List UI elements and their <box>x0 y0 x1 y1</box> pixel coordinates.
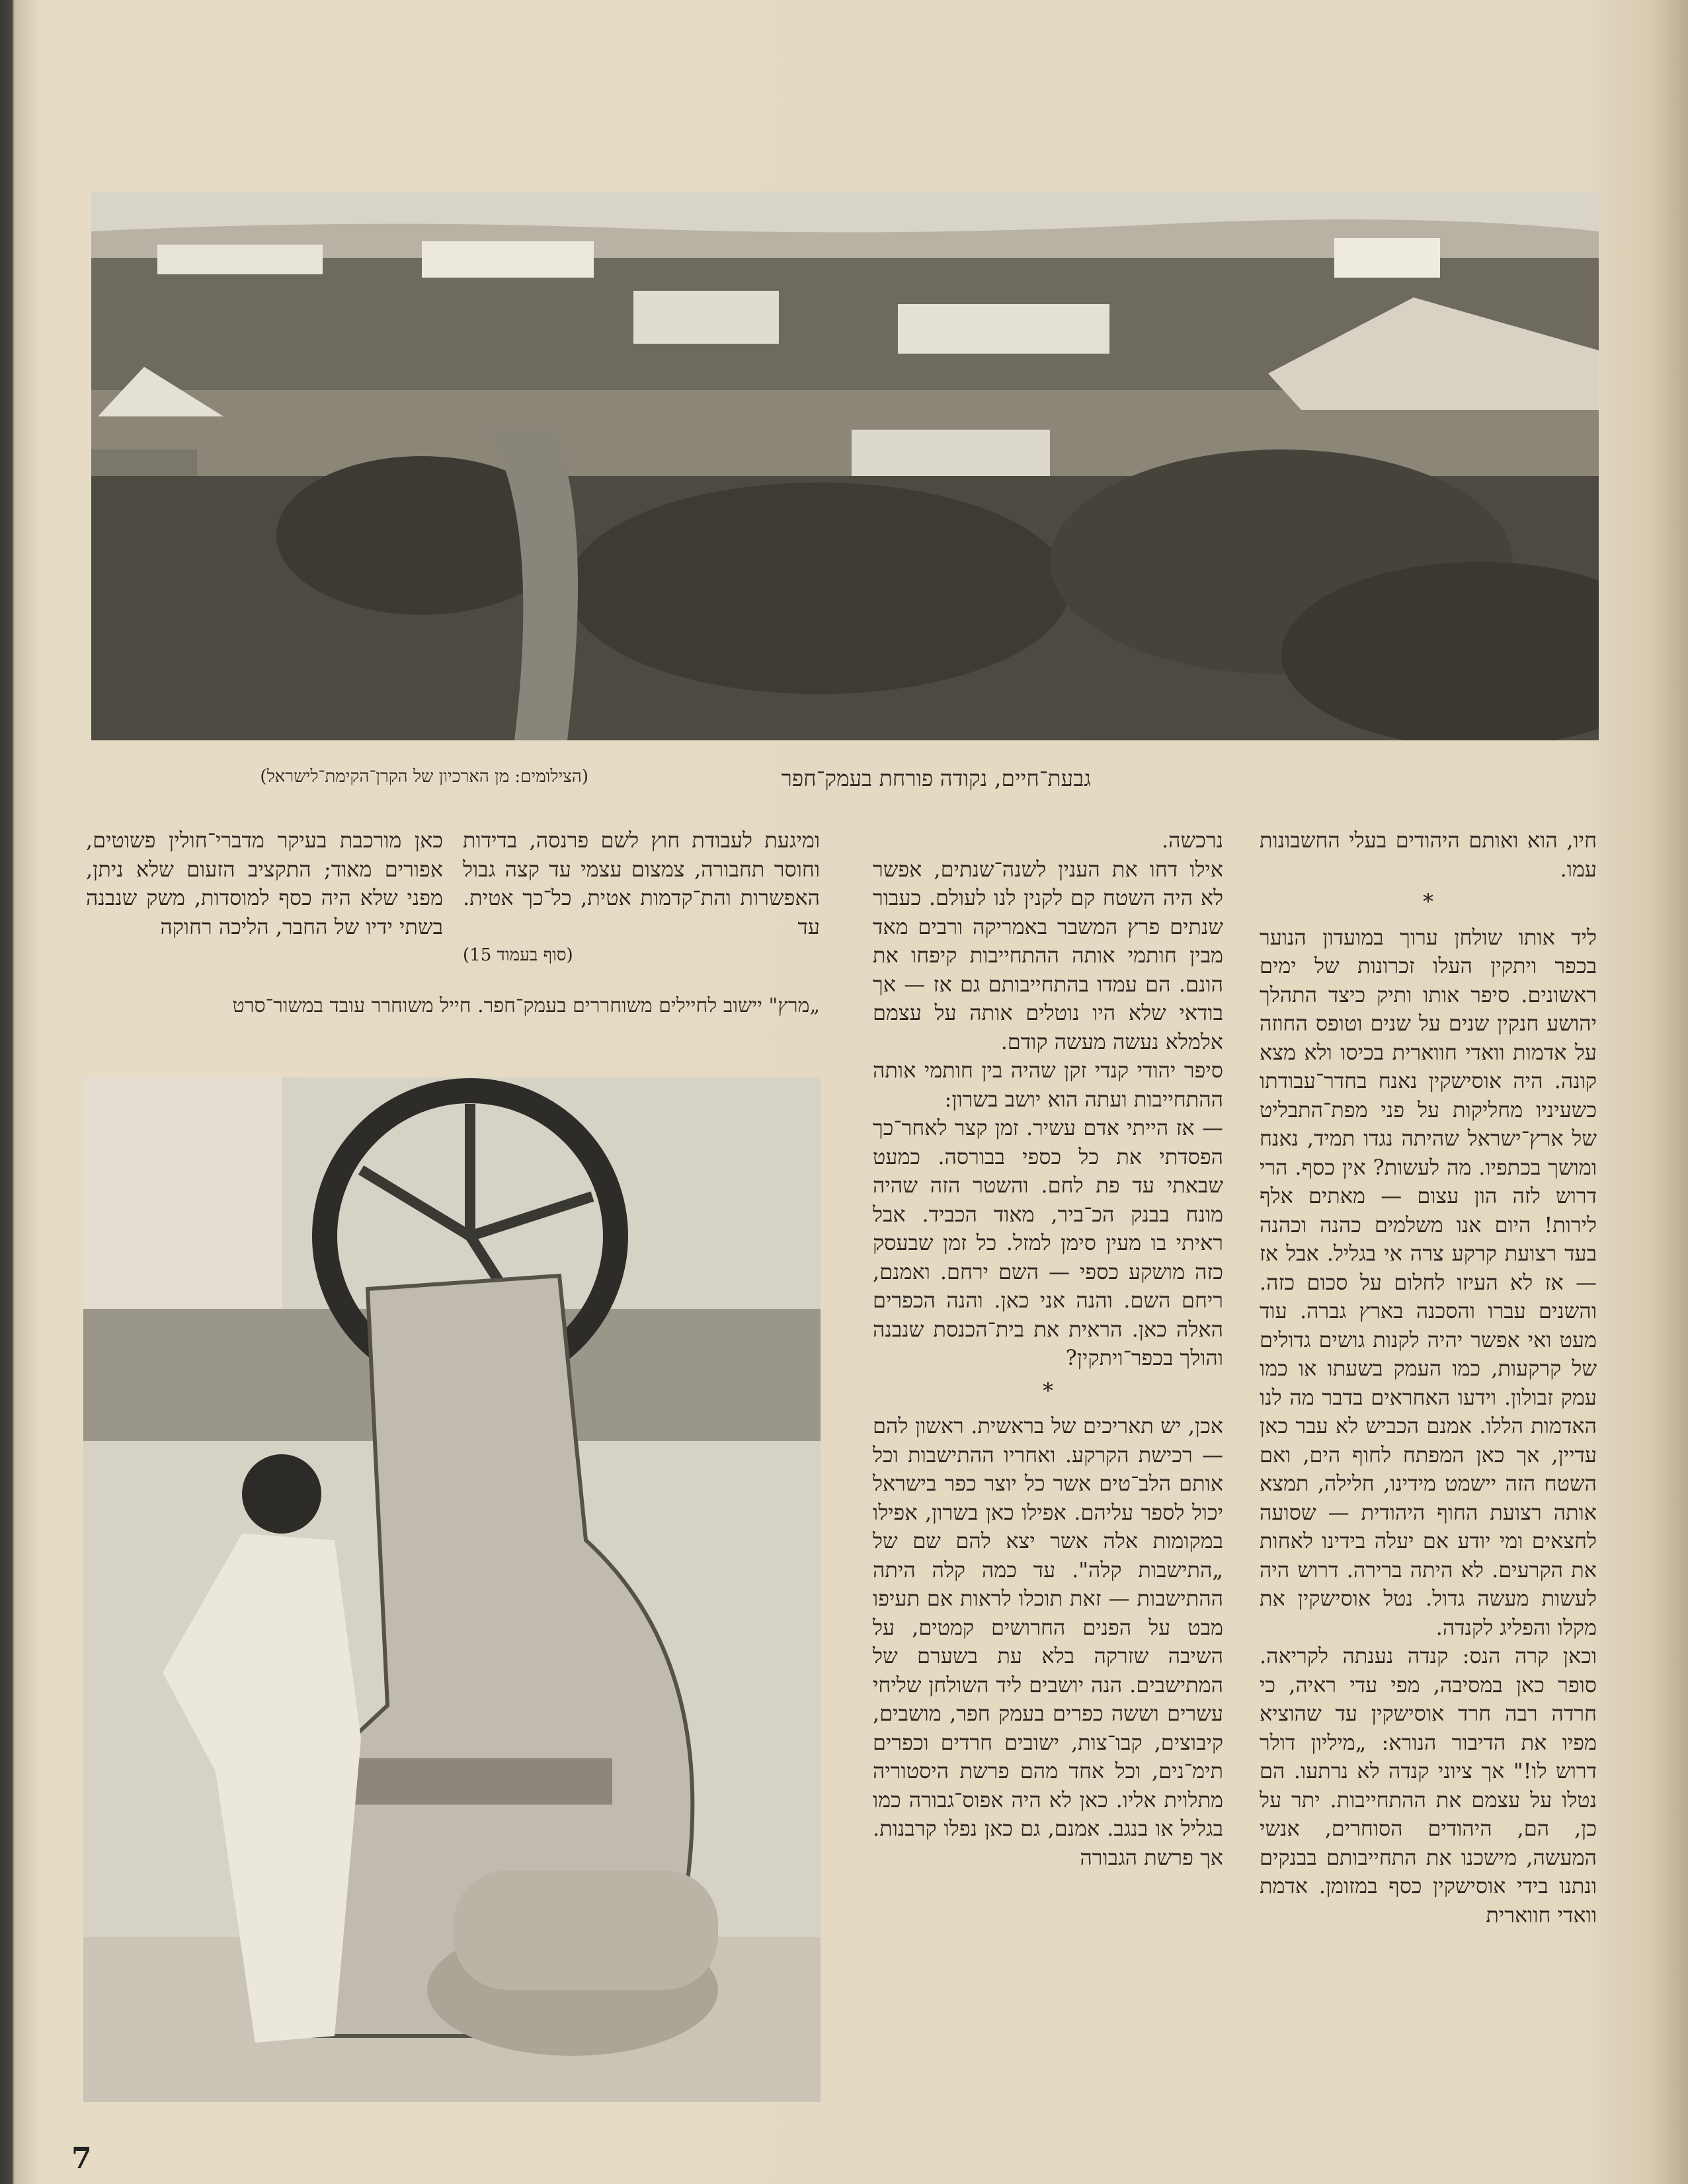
paragraph: כאן מורכבת בעיקר מדברי־חולין פשוטים, אפורים מאוד; התקציב הזעום שלא ניתן, מפני שלא היה כסף למוסדות, משק שנבנה בשתי ידיו של החבר, הליכה רחוקה <box>86 828 443 939</box>
band-saw-worker-photo <box>83 1077 821 2102</box>
top-photo-caption: גבעת־חיים, נקודה פורחת בעמק־חפר <box>781 765 1091 791</box>
paragraph: סיפר יהודי קנדי זקן שהיה בין חותמי אותה ההתחייבות ועתה הוא יושב בשרון: <box>873 1058 1223 1112</box>
paragraph: אכן, יש תאריכים של בראשית. ראשון להם — רכישת הקרקע. ואחריו ההתישבות וכל אותם הלב־טים אשר כל יוצר כפר בישראל יכול לספר עליהם. אפילו כאן בשרון, אפילו במקומות אלה אשר יצא להם שם של „התישבות קלה". עד כמה קלה היתה ההתישבות — זאת תוכלו לראות אם תעיפו מבט על הפנים החרושים קמטים, על השיבה שזרקה בלא עת בשערם של המתישבים. הנה יושבים ליד השולחן שליחי עשרים וששה כפרים בעמק חפר, מושבים, קיבוצים, קבו־צות, ישובים חרדים וכפרים תימ־נים, וכל אחד מהם פרשת היסטוריה מתלוית אליו. כאן לא היה אפוס־גבורה כמו בגליל או בנגב. אמנם, גם כאן נפלו קרבנות. אך פרשת הגבורה <box>873 1413 1223 1870</box>
section-divider: * <box>1423 889 1433 914</box>
paragraph: וכאן קרה הנס: קנדה נענתה לקריאה. סופר כאן במסיבה, מפי עדי ראיה, כי חרדה רבה חרד אוסישקין עד שהוציא מפיו את הדיבור הנורא: „מיליון דולר דרוש לו!" אך ציוני קנדה לא נרתעו. הם נטלו על עצמם את ההתחייבות. יתר על כן, הם, היהודים הסוחרים, אנשי המעשה, מישכנו את התחייבותם בבנקים ונתנו בידי אוסישקין כסף במזומן. אדמת וואדי חווארית <box>1260 1643 1597 1928</box>
continuation-note: (סוף בעמוד 15) <box>463 945 573 965</box>
photo-credit: (הצילומים: מן הארכיון של הקרן־הקימת־לישראל) <box>260 767 588 787</box>
saw-photo-caption: „מרץ" יישוב לחיילים משוחררים בעמק־חפר. חייל משוחרר עובד במשור־סרט <box>232 994 820 1017</box>
paragraph: חיו, הוא ואותם היהודים בעלי החשבונות עמו. <box>1260 828 1597 882</box>
section-divider: * <box>1043 1378 1053 1403</box>
village-landscape-photo <box>91 192 1599 740</box>
paragraph: אילו דחו את הענין לשנה־שנתים, אפשר לא היה השטח קם לקנין לנו לעולם. כעבור שנתים פרץ המשבר באמריקה ורבים מאד מבין חותמי אותה ההתחייבות קיפחו את הונם. הם עמדו בהתחייבותם גם אז — אך בודאי שלא היו נוטלים אותה על עצמם אלמלא נעשה מעשה קודם. <box>873 856 1223 1054</box>
paragraph: ומיגעת לעבודת חוץ לשם פרנסה, בדידות וחוסר תחבורה, צמצום עצמי עד קצה גבול האפשרות והת־קדמות אטית, כל־כך אטית. עד <box>463 828 820 939</box>
page-number: 7 <box>71 2142 92 2175</box>
paragraph: נרכשה. <box>1162 828 1223 853</box>
article-column-left <box>86 826 820 970</box>
article-column-middle <box>873 826 1223 1872</box>
paragraph: — אז הייתי אדם עשיר. זמן קצר לאחר־כך הפסדתי את כל כספי בבורסה. כמעט שבאתי עד פת לחם. והשטר הזה שהיה מונח בבנק הכ־ביר, מאוד הכביד. אבל ראיתי בו מעין סימן למזל. כל זמן שבעסק כזה מושקע כספי — השם ירחם. ואמנם, ריחם השם. והנה אני כאן. והנה הכפרים האלה כאן. הראית את בית־הכנסת שנבנה והולך בכפר־ויתקין? <box>873 1115 1223 1370</box>
article-column-right <box>1260 826 1597 1930</box>
paragraph: ליד אותו שולחן ערוך במועדון הנוער בכפר ויתקין העלו זכרונות של ימים ראשונים. סיפר אותו ותיק כיצד התהלך יהושע חנקין שנים על שנים וטופס החוזה על אדמות וואדי חווארית בכיסו ולא מצא קונה. היה אוסישקין נאנח בחדר־עבודתו כשעיניו מחליקות על פני מפת־התבליט של ארץ־ישראל שהיתה נגדו תמיד, נאנח ומושך בכתפיו. מה לעשות? אין כסף. הרי דרוש לזה הון עצום — מאתים אלף לירות! היום אנו משלמים כהנה וכהנה בעד רצועת קרקע צרה אי בגליל. אבל אז — אז לא העיזו לחלום על סכום כזה. והשנים עברו והסכנה בארץ גברה. עוד מעט ואי אפשר יהיה לקנות גושים גדולים של קרקעות, כמו העמק בשעתו או כמו עמק זבולון. וידעו האחראים בדבר מה לנו האדמות הללו. אמנם הכביש לא עבר כאן עדיין, אך כאן המפתח לחוף הים, ואם השטח הזה יישמט מידינו, חלילה, תמצא אותה רצועת החוף היהודית — שסועה לחצאים ומי יודע אם יעלה בידינו לאחות את הקרעים. לא היתה ברירה. דרוש היה לעשות מעשה גדול. נטל אוסישקין את מקלו והפליג לקנדה. <box>1260 924 1597 1640</box>
